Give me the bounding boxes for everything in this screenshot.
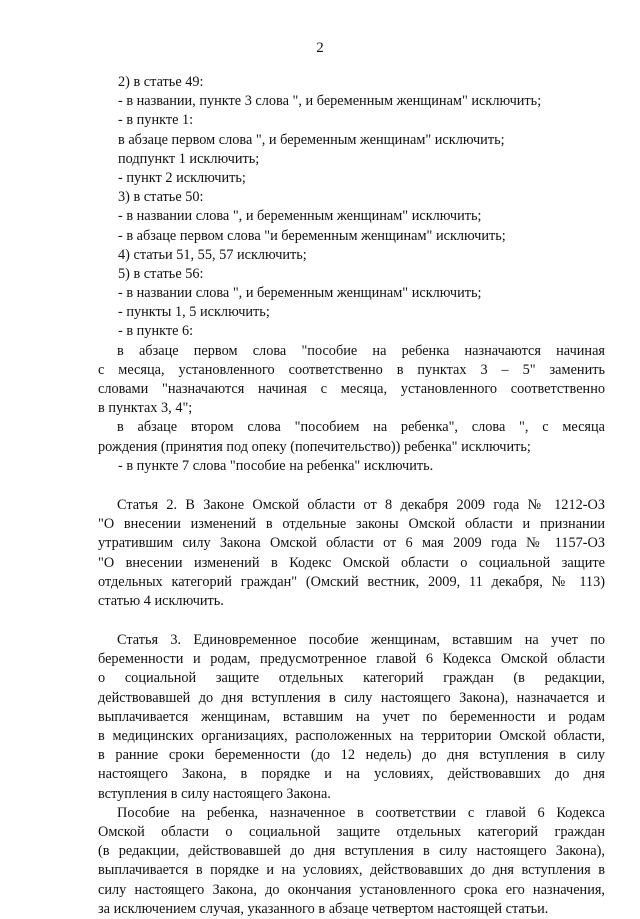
- list-line: 2) в статье 49:: [118, 74, 204, 90]
- list-line: - пункт 2 исключить;: [118, 169, 246, 186]
- list-line: - в абзаце первом слова "и беременным женщинам" исключить;: [118, 227, 506, 244]
- paragraph-line: вступления в силу настоящего Закона.: [98, 785, 331, 802]
- article-3-paragraph-1: [98, 631, 605, 804]
- paragraph-line: Пособие на ребенка, назначенное в соответствии с главой 6 Кодекса: [117, 804, 605, 821]
- paragraph-line: в абзаце первом слова "пособие на ребенка назначаются начиная: [117, 342, 605, 359]
- paragraph-line: в медицинских организациях, расположенных на территории Омской области,: [98, 728, 605, 744]
- paragraph-line: рождения (принятия под опеку (попечительство)) ребенка" исключить;: [98, 438, 531, 455]
- article-2: [98, 496, 605, 611]
- list-line: - в пункте 1:: [118, 112, 194, 129]
- list-line: - в названии слова ", и беременным женщинам" исключить;: [118, 285, 482, 302]
- paragraph-line: "О внесении изменений в Кодекс Омской области о социальной защите: [98, 554, 605, 571]
- page-number: 2: [316, 40, 324, 56]
- list-line: - в пункте 6:: [118, 323, 194, 340]
- list-line: 3) в статье 50:: [118, 189, 204, 206]
- list-line: 5) в статье 56:: [118, 265, 204, 282]
- list-line: в абзаце первом слова ", и беременным женщинам" исключить;: [118, 131, 505, 148]
- paragraph-line: за исключением случая, указанного в абзаце четвертом настоящей статьи.: [98, 900, 549, 917]
- paragraph-line: в ранние сроки беременности (до 12 недель) до дня вступления в силу: [98, 747, 605, 764]
- paragraph-line: (в редакции, действовавшей до дня вступления в силу настоящего Закона),: [98, 843, 605, 860]
- paragraph-line: статью 4 исключить.: [98, 592, 224, 609]
- list-line: - в названии, пункте 3 слова ", и беременным женщинам" исключить;: [118, 93, 542, 110]
- paragraph-line: действовавшей до дня вступления в силу настоящего Закона), назначается и: [98, 689, 605, 706]
- list-line: - в пункте 7 слова "пособие на ребенка" исключить.: [118, 457, 434, 474]
- list-line: - пункты 1, 5 исключить;: [118, 304, 270, 321]
- paragraph-line: беременности и родам, предусмотренное главой 6 Кодекса Омской области: [98, 651, 605, 668]
- article-3-paragraph-2: [98, 804, 605, 919]
- paragraph-line: с месяца, установленного соответственно в пунктах 3 – 5" заменить: [98, 361, 605, 378]
- paragraph-line: отдельных категорий граждан" (Омский вестник, 2009, 11 декабря, № 113): [98, 573, 605, 590]
- paragraph-line: силу настоящего Закона, до окончания установленного срока его назначения,: [98, 881, 605, 898]
- paragraph-line: выплачивается женщинам, вставшим на учет по беременности и родам: [98, 708, 605, 725]
- paragraph-line: в абзаце втором слова "пособием на ребенка", слова ", с месяца: [117, 419, 605, 436]
- list-line: подпункт 1 исключить;: [118, 150, 260, 167]
- paragraph-line: о социальной защите отдельных категорий граждан (в редакции,: [98, 670, 605, 687]
- paragraph-line: в пунктах 3, 4";: [98, 400, 193, 417]
- paragraph-point6-first: [98, 342, 605, 419]
- paragraph-line: Омской области о социальной защите отдельных категорий граждан: [98, 823, 605, 840]
- paragraph-line: Статья 3. Единовременное пособие женщинам, вставшим на учет по: [117, 632, 605, 649]
- paragraph-point6-second: [98, 418, 605, 456]
- paragraph-line: "О внесении изменений в отдельные законы Омской области и признании: [98, 516, 605, 533]
- list-line: 4) статьи 51, 55, 57 исключить;: [118, 246, 307, 263]
- paragraph-line: настоящего Закона, в порядке и на условиях, действовавших до дня: [98, 766, 605, 783]
- list-line: - в названии слова ", и беременным женщинам" исключить;: [118, 208, 482, 225]
- document-body: [98, 73, 605, 919]
- paragraph-line: выплачивается в порядке и на условиях, действовавших до дня вступления в: [98, 862, 605, 879]
- paragraph-line: Статья 2. В Законе Омской области от 8 декабря 2009 года № 1212-ОЗ: [117, 496, 605, 513]
- paragraph-line: словами "назначаются начиная с месяца, установленного соответственно: [98, 381, 605, 397]
- paragraph-line: утратившим силу Закона Омской области от 6 мая 2009 года № 1157-ОЗ: [98, 535, 605, 552]
